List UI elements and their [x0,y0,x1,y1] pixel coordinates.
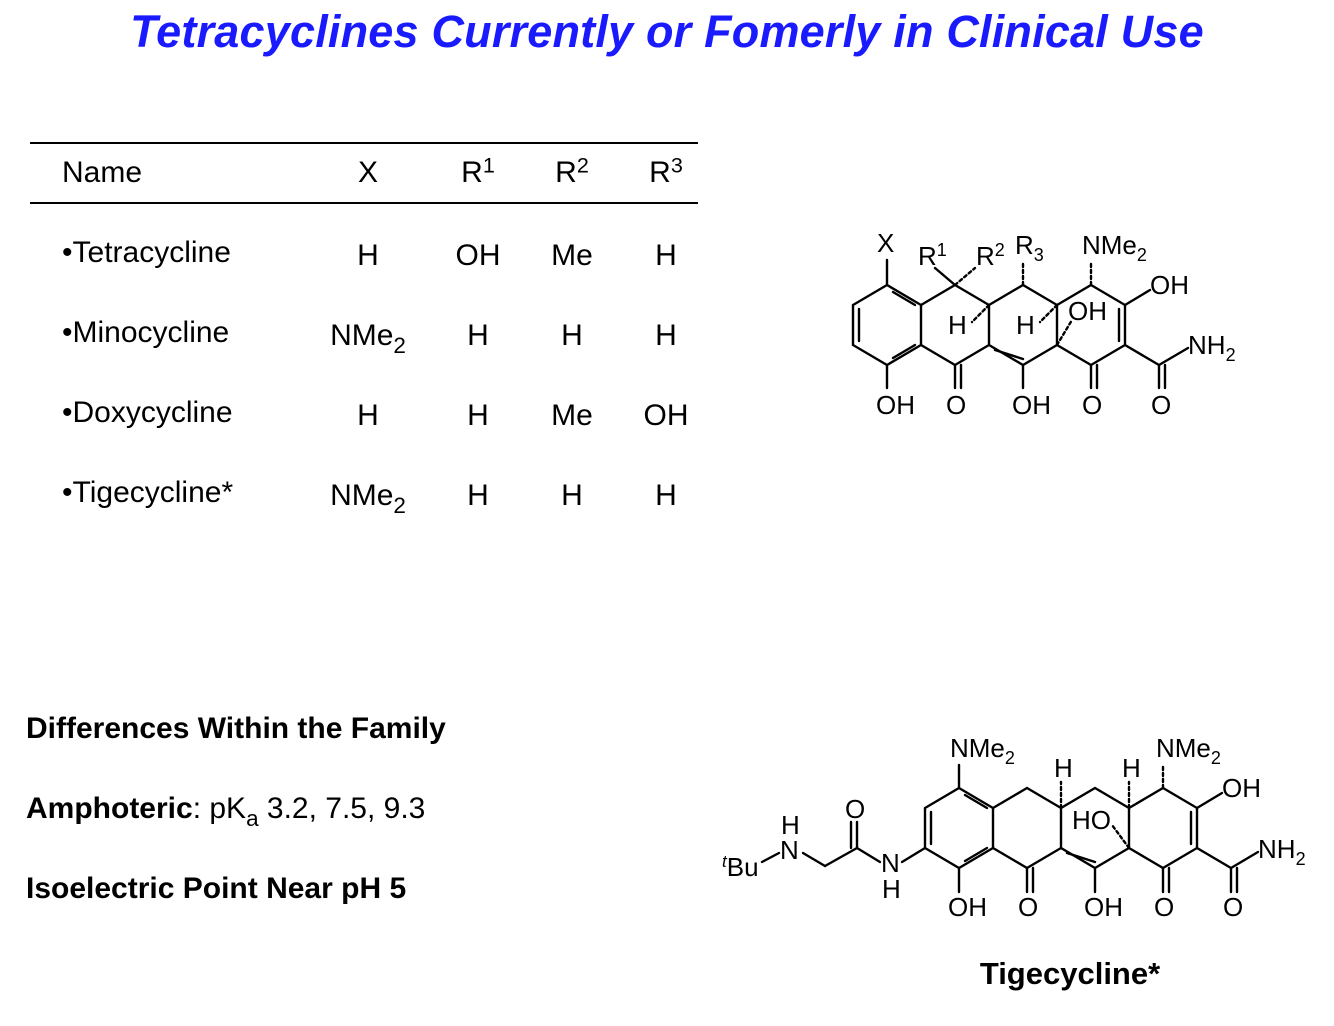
row-name: •Doxycycline [62,396,233,429]
row-x: H [357,399,379,432]
label-oh-ring: OH [1068,296,1107,326]
label-oh: OH [948,892,987,922]
label-o: O [946,390,967,420]
row-r2: Me [551,399,593,432]
label-h: H [948,310,967,340]
row-x: H [357,239,379,272]
row-r2: H [561,319,583,352]
row-r1: H [467,319,489,352]
row-r2: H [561,479,583,512]
label-o: O [1151,390,1172,420]
tigecycline-structure [762,765,1258,892]
label-n: N [881,848,900,878]
row-r3: OH [643,399,689,432]
label-o: O [1154,892,1175,922]
family-differences-heading: Differences Within the Family [26,712,446,745]
row-name: •Tetracycline [62,236,231,269]
header-x: X [357,156,378,189]
label-oh: OH [876,390,915,420]
amphoteric-line: Amphoteric: $pK_a$ 3.2, 7.5, 9.3 [26,792,426,831]
label-nme2: NMe$_2$ [1156,733,1221,768]
label-h: H [1054,753,1073,783]
label-oh-enol: OH [1222,773,1261,803]
label-h: H [1016,310,1035,340]
row-name: •Tigecycline* [62,476,234,509]
label-h: H [882,874,901,904]
row-x: NMe$_2$ [330,319,406,358]
label-o: O [845,794,866,824]
label-h: H [1122,753,1141,783]
row-name: •Minocycline [62,316,230,349]
label-x: X [877,228,895,258]
label-o: O [1082,390,1103,420]
header-r2: $R^2$ [555,152,589,189]
label-nh2: $NH_2$ [1258,834,1306,869]
tetracycline-structure-labels [876,228,1236,420]
label-n: N [780,835,799,865]
label-o: O [1223,892,1244,922]
label-oh-enol: OH [1150,270,1189,300]
label-r3: $R_3$ [1015,230,1044,265]
isoelectric-line: Isoelectric Point Near pH 5 [26,872,407,905]
label-h: H [781,810,800,840]
row-r1: H [467,399,489,432]
label-r2: $R^2$ [976,240,1005,271]
row-x: NMe$_2$ [330,479,406,518]
label-nme2: NMe$_2$ [950,733,1015,768]
label-r1: $R^1$ [918,240,947,271]
row-r1: H [467,479,489,512]
slide-title: Tetracyclines Currently or Fomerly in Clinical Use [130,6,1204,57]
row-r3: H [655,239,677,272]
label-oh: OH [1012,390,1051,420]
label-tbu: $^t$Bu [722,852,759,882]
label-ho: HO [1072,805,1111,835]
label-o: O [1018,892,1039,922]
label-nme2: NMe$_2$ [1082,230,1147,265]
label-nh2: $NH_2$ [1188,330,1236,365]
header-r1: $R^1$ [461,152,495,189]
row-r1: OH [455,239,501,272]
tigecycline-structure-labels [722,733,1306,922]
label-oh: OH [1084,892,1123,922]
row-r3: H [655,319,677,352]
row-r3: H [655,479,677,512]
row-r2: Me [551,239,593,272]
tigecycline-caption: Tigecycline* [979,956,1161,991]
header-name: Name [62,156,143,189]
header-r3: $R^3$ [649,152,683,189]
